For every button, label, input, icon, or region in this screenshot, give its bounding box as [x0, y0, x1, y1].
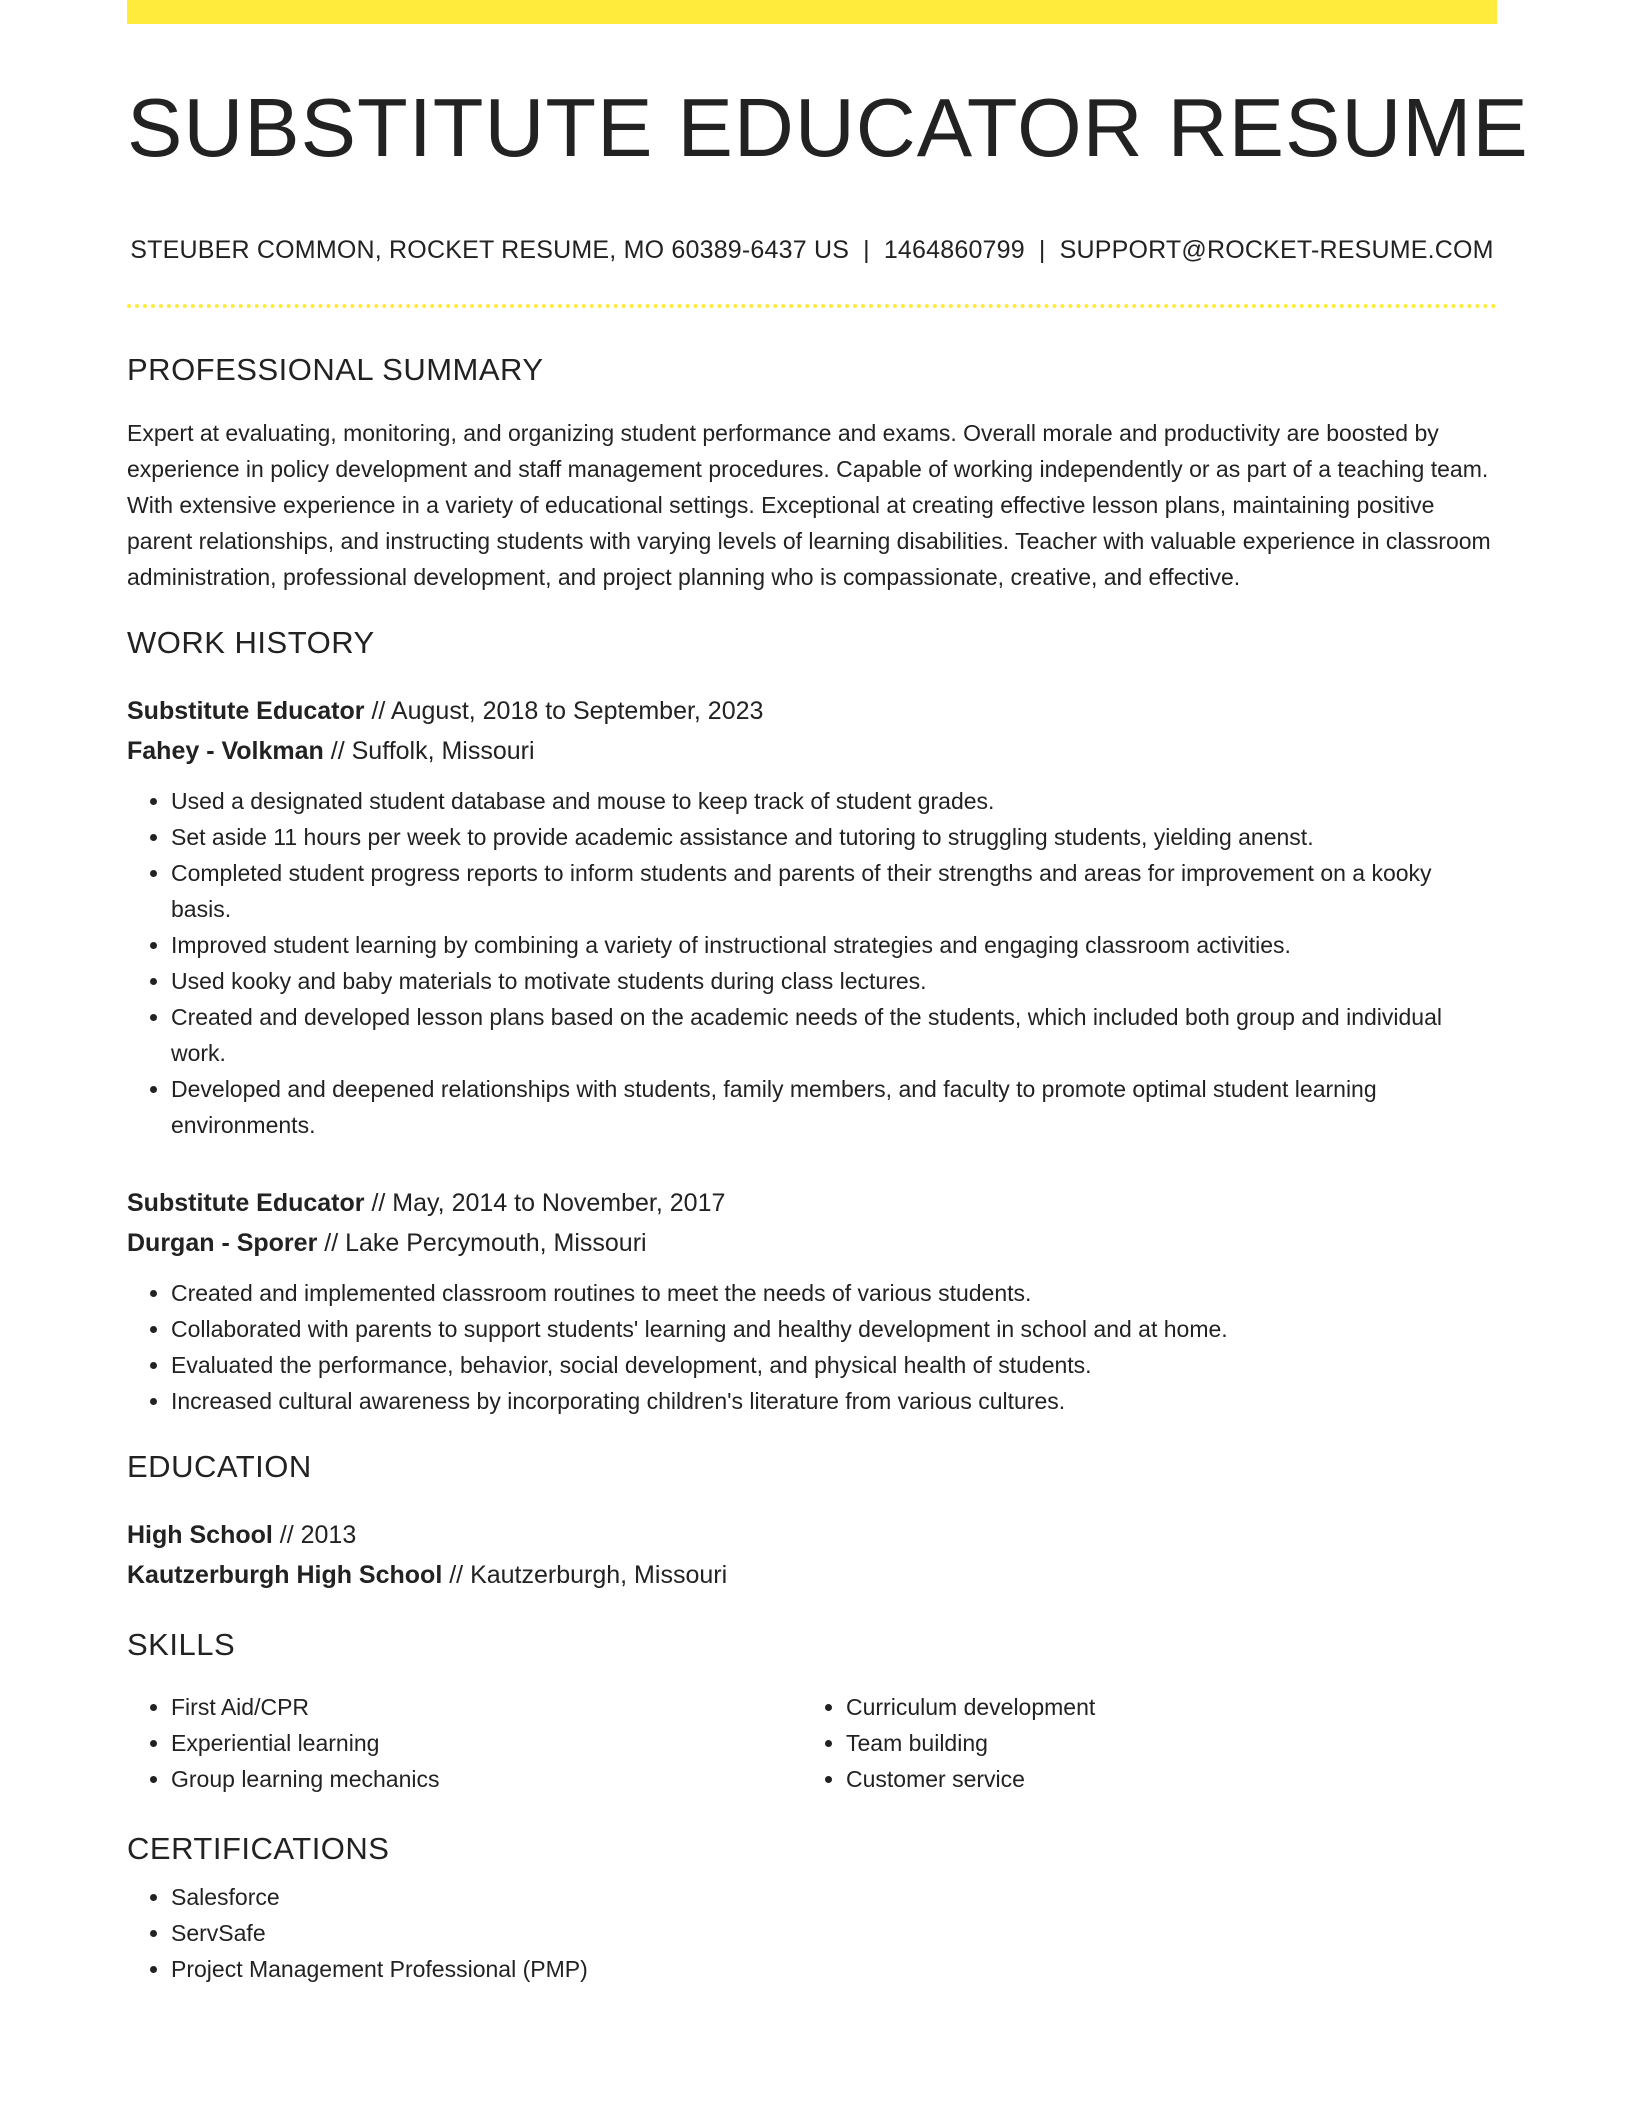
- job-dates: // August, 2018 to September, 2023: [371, 697, 764, 725]
- list-item: • Created and implemented classroom routines to meet the needs of various students.: [171, 1275, 1497, 1311]
- job-title-line: [127, 1183, 1497, 1223]
- list-item: • Set aside 11 hours per week to provide academic assistance and tutoring to struggling students, yielding anenst.: [171, 819, 1497, 855]
- job-employer-line: [127, 1223, 1497, 1263]
- job-bullets: [127, 1275, 1497, 1419]
- summary-text: Expert at evaluating, monitoring, and organizing student performance and exams. Overall morale and productivity are boosted by experience in policy development and staff management procedures. Capable of working independently or as part of a teaching team. With extensive experience in a variety of educational settings. Exceptional at creating effective lesson plans, maintaining positive parent relationships, and instructing students with varying levels of learning disabilities. Teacher with valuable experience in classroom administration, professional development, and project planning who is compassionate, creative, and effective.: [127, 420, 1491, 590]
- skills-grid: [127, 1689, 1497, 1797]
- dotted-divider: [127, 304, 1497, 308]
- contact-email: SUPPORT@ROCKET-RESUME.COM: [1059, 236, 1494, 264]
- list-item: • Project Management Professional (PMP): [171, 1951, 1497, 1987]
- summary-heading: PROFESSIONAL SUMMARY: [127, 352, 544, 387]
- accent-top-bar: [127, 0, 1497, 24]
- job-entry: [127, 691, 1497, 1143]
- certifications-heading: CERTIFICATIONS: [127, 1831, 390, 1866]
- contact-address: STEUBER COMMON, ROCKET RESUME, MO 60389-6437 US: [130, 236, 850, 264]
- job-dates: // May, 2014 to November, 2017: [371, 1189, 726, 1217]
- education-school-line: [127, 1555, 1497, 1595]
- contact-separator: |: [1038, 236, 1046, 264]
- list-item: • Completed student progress reports to inform students and parents of their strengths and areas for improvement on a kooky basis.: [171, 855, 1497, 927]
- list-item: • Experiential learning: [171, 1725, 802, 1761]
- education-location: // Kautzerburgh, Missouri: [449, 1561, 728, 1589]
- list-item: • Curriculum development: [846, 1689, 1477, 1725]
- job-employer: Fahey - Volkman: [127, 737, 324, 765]
- list-item: • First Aid/CPR: [171, 1689, 802, 1725]
- skills-list: [127, 1689, 802, 1797]
- job-location: // Suffolk, Missouri: [330, 737, 535, 765]
- education-degree-line: [127, 1515, 1497, 1555]
- list-item: • Group learning mechanics: [171, 1761, 802, 1797]
- list-item: • Increased cultural awareness by incorporating children's literature from various cultures.: [171, 1383, 1497, 1419]
- job-location: // Lake Percymouth, Missouri: [324, 1229, 647, 1257]
- job-entry: [127, 1183, 1497, 1419]
- job-bullets: [127, 783, 1497, 1143]
- certifications-list: [127, 1879, 1497, 1987]
- list-item: • Collaborated with parents to support students' learning and healthy development in school and at home.: [171, 1311, 1497, 1347]
- list-item: • Customer service: [846, 1761, 1477, 1797]
- list-item: • Developed and deepened relationships with students, family members, and faculty to promote optimal student learning environments.: [171, 1071, 1497, 1143]
- skills-column-right: [802, 1689, 1477, 1797]
- list-item: • Used a designated student database and mouse to keep track of student grades.: [171, 783, 1497, 819]
- list-item: • Salesforce: [171, 1879, 1497, 1915]
- education-school: Kautzerburgh High School: [127, 1561, 443, 1589]
- work-history-heading: WORK HISTORY: [127, 625, 375, 660]
- skills-heading: SKILLS: [127, 1627, 236, 1662]
- job-title-line: [127, 691, 1497, 731]
- job-employer-line: [127, 731, 1497, 771]
- resume-page: [127, 0, 1529, 1987]
- contact-separator: |: [863, 236, 870, 264]
- job-employer: Durgan - Sporer: [127, 1229, 318, 1257]
- job-title: Substitute Educator: [127, 697, 365, 725]
- education-entry: [127, 1515, 1497, 1595]
- skills-list: [802, 1689, 1477, 1797]
- resume-title: SUBSTITUTE EDUCATOR RESUME: [127, 81, 1529, 174]
- list-item: • Improved student learning by combining a variety of instructional strategies and engaging classroom activities.: [171, 927, 1497, 963]
- education-heading: EDUCATION: [127, 1449, 312, 1484]
- job-title: Substitute Educator: [127, 1189, 365, 1217]
- contact-phone: 1464860799: [883, 236, 1025, 264]
- list-item: • Used kooky and baby materials to motivate students during class lectures.: [171, 963, 1497, 999]
- education-year: // 2013: [279, 1521, 357, 1549]
- contact-line: [127, 236, 1497, 265]
- list-item: • Team building: [846, 1725, 1477, 1761]
- skills-column-left: [127, 1689, 802, 1797]
- list-item: • Created and developed lesson plans based on the academic needs of the students, which included both group and individual work.: [171, 999, 1497, 1071]
- list-item: • Evaluated the performance, behavior, social development, and physical health of students.: [171, 1347, 1497, 1383]
- list-item: • ServSafe: [171, 1915, 1497, 1951]
- education-degree: High School: [127, 1521, 273, 1549]
